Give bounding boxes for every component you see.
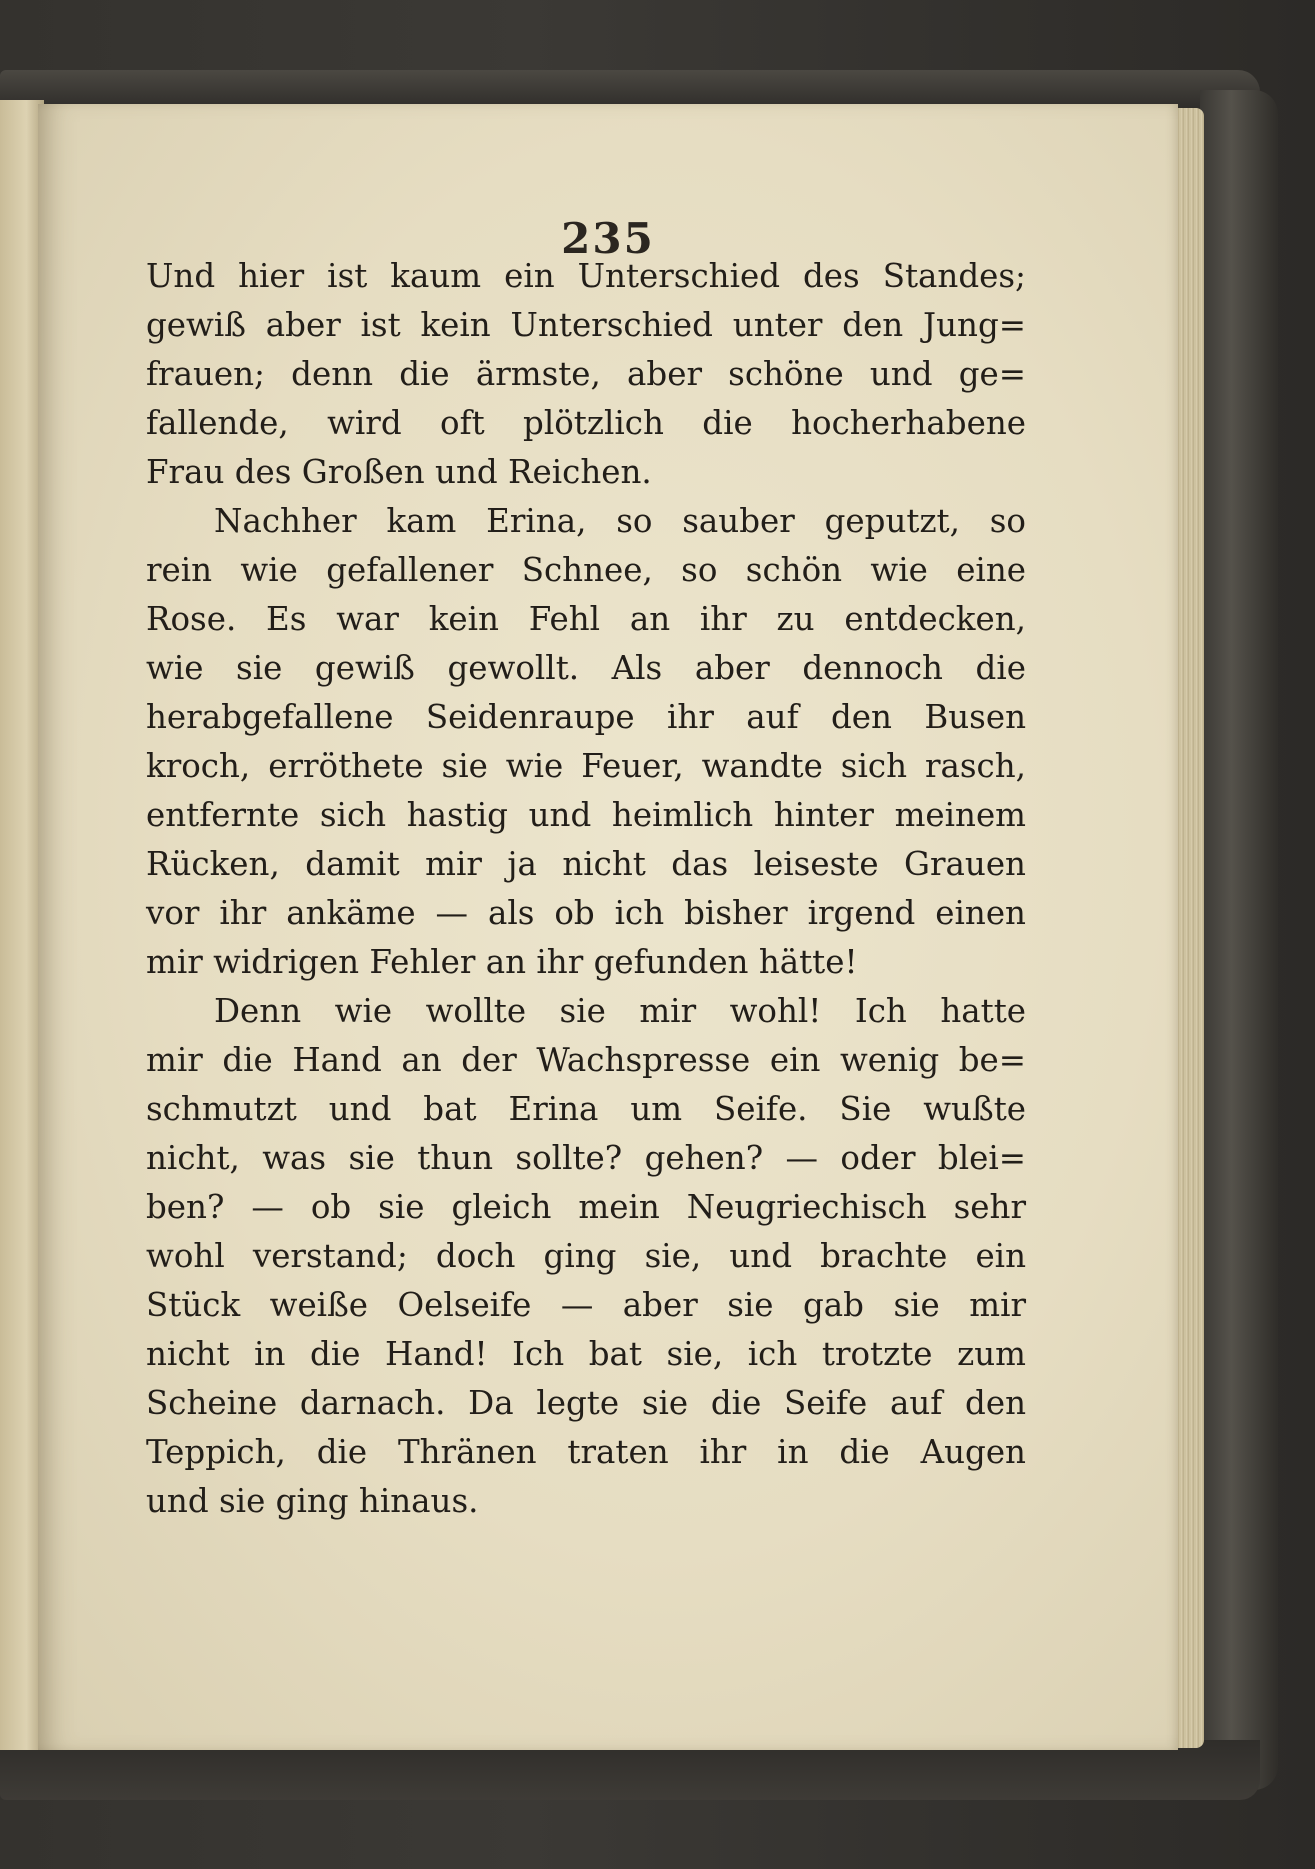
text-line: Scheine darnach. Da legte sie die Seife auf den <box>146 1384 1026 1422</box>
text-line: gewiß aber ist kein Unterschied unter den Jung= <box>146 306 1026 344</box>
text-line: frauen; denn die ärmste, aber schöne und ge= <box>146 355 1026 393</box>
text-line: nicht, was sie thun sollte? gehen? — oder blei= <box>146 1139 1026 1177</box>
text-line: vor ihr ankäme — als ob ich bisher irgend einen <box>146 894 1026 932</box>
text-line: Rücken, damit mir ja nicht das leiseste Grauen <box>146 845 1026 883</box>
text-line: herabgefallene Seidenraupe ihr auf den Busen <box>146 698 1026 736</box>
text-line: und sie ging hinaus. <box>146 1482 479 1520</box>
text-line: schmutzt und bat Erina um Seife. Sie wußte <box>146 1090 1026 1128</box>
text-line: nicht in die Hand! Ich bat sie, ich trotzte zum <box>146 1335 1026 1373</box>
text-line: fallende, wird oft plötzlich die hocherhabene <box>146 404 1026 442</box>
text-line: wohl verstand; doch ging sie, und brachte ein <box>146 1237 1026 1275</box>
text-line: kroch, erröthete sie wie Feuer, wandte sich rasch, <box>146 747 1026 785</box>
text-line: Frau des Großen und Reichen. <box>146 453 652 491</box>
text-line: wie sie gewiß gewollt. Als aber dennoch die <box>146 649 1026 687</box>
text-line: rein wie gefallener Schnee, so schön wie eine <box>146 551 1026 589</box>
text-line: Teppich, die Thränen traten ihr in die Augen <box>146 1433 1026 1471</box>
text-line: Denn wie wollte sie mir wohl! Ich hatte <box>214 992 1026 1030</box>
book-page <box>38 104 1178 1750</box>
text-line: Nachher kam Erina, so sauber geputzt, so <box>214 502 1026 540</box>
text-line: mir die Hand an der Wachspresse ein wenig be= <box>146 1041 1026 1079</box>
text-line: Rose. Es war kein Fehl an ihr zu entdecken, <box>146 600 1026 638</box>
text-line: ben? — ob sie gleich mein Neugriechisch sehr <box>146 1188 1026 1226</box>
text-line: Stück weiße Oelseife — aber sie gab sie mir <box>146 1286 1026 1324</box>
body-text <box>146 252 1026 1526</box>
text-line: entfernte sich hastig und heimlich hinter meinem <box>146 796 1026 834</box>
text-line: mir widrigen Fehler an ihr gefunden hätte! <box>146 943 858 981</box>
book-cover-right-edge <box>1200 90 1278 1790</box>
text-line: Und hier ist kaum ein Unterschied des Standes; <box>146 257 1026 295</box>
page-number: 235 <box>561 214 655 263</box>
